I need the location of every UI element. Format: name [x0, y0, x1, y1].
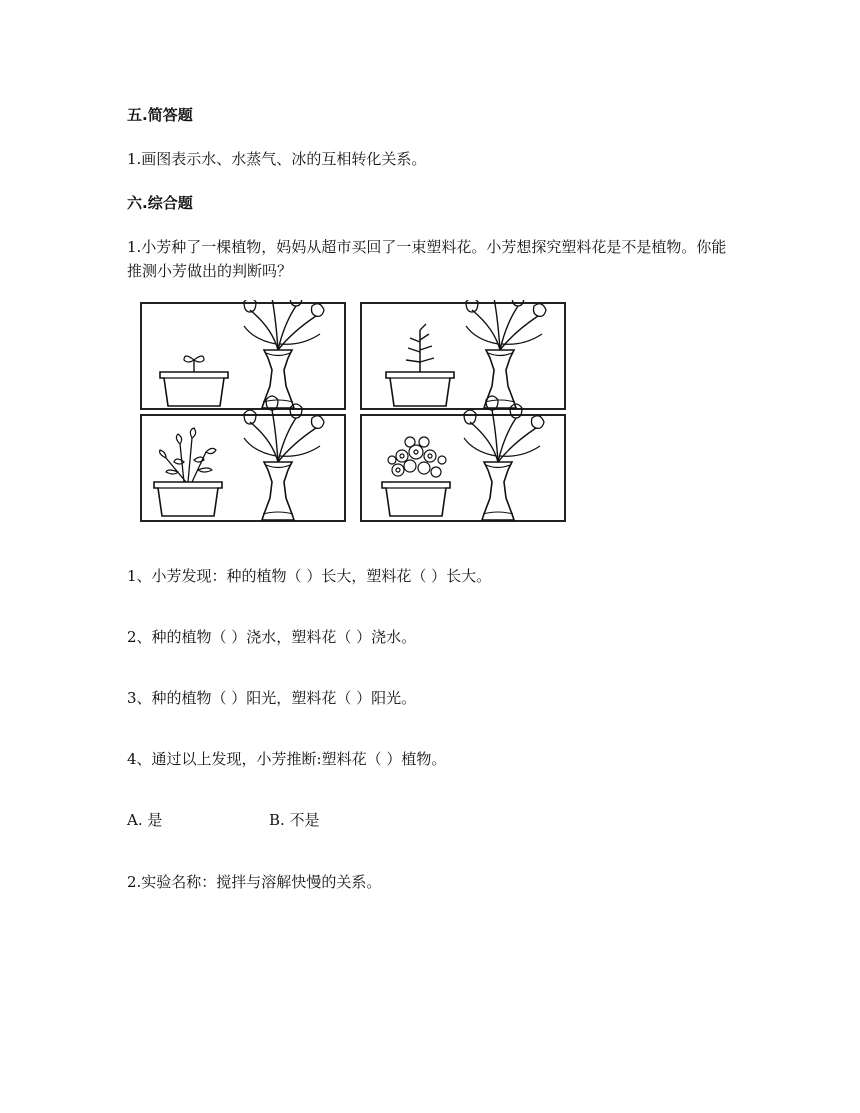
question-1-comprehensive: 1.小芳种了一棵植物，妈妈从超市买回了一束塑料花。小芳想探究塑料花是不是植物。你能推测小芳做出的判断吗？	[127, 238, 727, 280]
section5-heading: 五.简答题	[127, 106, 193, 124]
option-a: A. 是	[127, 811, 163, 829]
option-b: B. 不是	[269, 811, 320, 829]
subquestion-1: 1、小芳发现：种的植物（ ）长大，塑料花（ ）长大。	[127, 567, 492, 585]
plant-comparison-illustration	[138, 300, 568, 526]
subquestion-4: 4、通过以上发现，小芳推断:塑料花（ ）植物。	[127, 750, 447, 768]
question-2-text: 2.实验名称：搅拌与溶解快慢的关系。	[127, 873, 382, 891]
question-1-text: 1.画图表示水、水蒸气、冰的互相转化关系。	[127, 150, 427, 168]
subquestion-2: 2、种的植物（ ）浇水，塑料花（ ）浇水。	[127, 628, 417, 646]
section6-heading: 六.综合题	[127, 194, 193, 212]
subquestion-3: 3、种的植物（ ）阳光，塑料花（ ）阳光。	[127, 689, 417, 707]
